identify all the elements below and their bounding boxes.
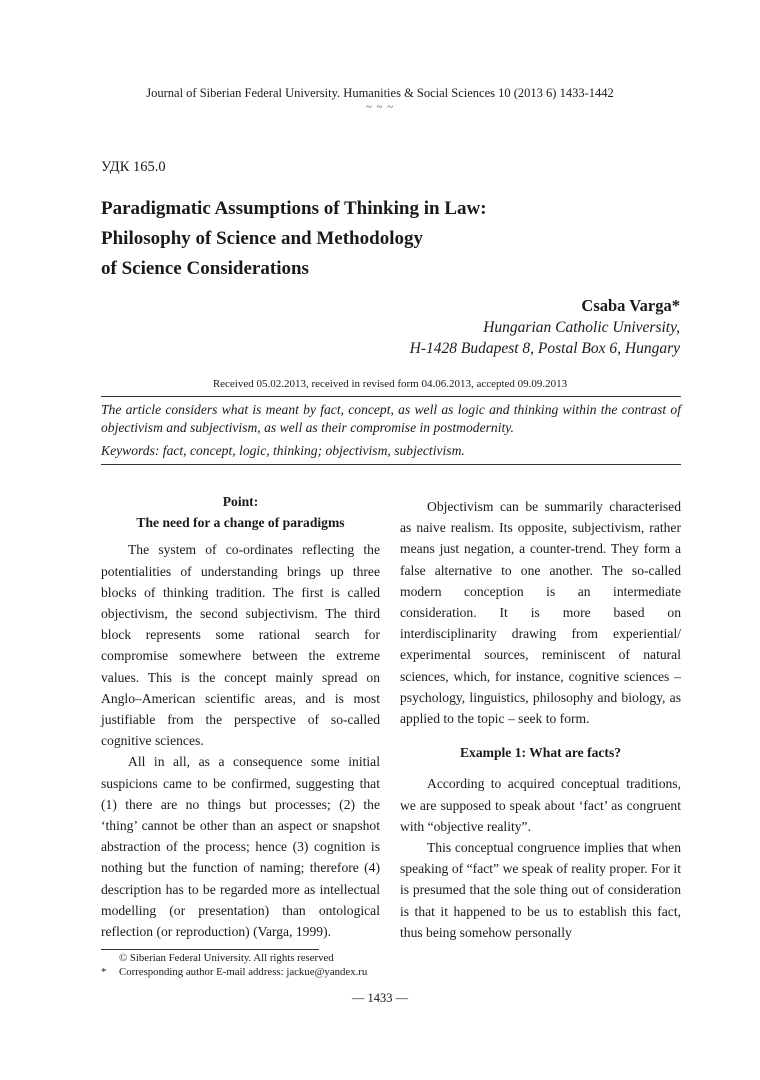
author-name: Csaba Varga* bbox=[581, 296, 680, 315]
header-ornament: ~ ~ ~ bbox=[365, 101, 395, 113]
section-heading-example-1: Example 1: What are facts? bbox=[459, 745, 622, 761]
footnote-copyright: © Siberian Federal University. All rights reserved bbox=[119, 952, 334, 964]
author-affiliation-2: H-1428 Budapest 8, Postal Box 6, Hungary bbox=[409, 340, 680, 357]
article-title bbox=[101, 194, 681, 284]
abstract-bottom-rule bbox=[101, 464, 681, 465]
paragraph: Objectivism can be summarily characterised as naive realism. Its opposite, subjectivism, rather means just negation, a counter-trend. They form a false alternative to one another. The so-called modern conception is an intermediate consideration. It is more based on interdisciplinarity drawing from experiential/ experimental sources, reminiscent of natural sciences, which, for instance, cognitive sciences – psychology, linguistics, philosophy and biology, as applied to the topic – seek to form. bbox=[400, 499, 681, 727]
paragraph: This conceptual congruence implies that when speaking of “fact” we speak of reality proper. For it is presumed that the sole thing out of consideration is that it happened to be us to establish this fact, thus being somehow personally bbox=[400, 840, 681, 940]
left-column bbox=[101, 491, 380, 942]
udk-code: УДК 165.0 bbox=[101, 159, 166, 175]
paragraph: The system of co-ordinates reflecting the potentialities of understanding brings up three blocks of thinking tradition. The first is called objectivism, the second subjectivism. The third block represents some rational search for compromise somewhere between the extreme values. This is the concept mainly spread on Anglo–American scientific areas, and is most justifiable from the perspective of so-called cognitive sciences. bbox=[101, 542, 380, 749]
title-line-2: Philosophy of Science and Methodology bbox=[101, 228, 423, 249]
abstract: The article considers what is meant by fact, concept, as well as logic and thinking within the contrast of objectivism and subjectivism, as well as their compromise in postmodernity. bbox=[101, 402, 681, 435]
section-heading-paradigms: The need for a change of paradigms bbox=[136, 515, 345, 531]
abstract-top-rule bbox=[101, 396, 681, 397]
footnote-rule bbox=[101, 949, 319, 950]
author-block bbox=[410, 295, 680, 360]
paragraph: According to acquired conceptual traditions, we are supposed to speak about ‘fact’ as congruent with “objective reality”. bbox=[400, 776, 681, 834]
section-heading-point: Point: bbox=[222, 494, 259, 509]
keywords: Keywords: fact, concept, logic, thinking; objectivism, subjectivism. bbox=[101, 443, 465, 458]
page-number: — 1433 — bbox=[351, 991, 409, 1005]
received-dates: Received 05.02.2013, received in revised form 04.06.2013, accepted 09.09.2013 bbox=[212, 378, 568, 390]
footnote-corresponding: * Corresponding author E-mail address: jackue@yandex.ru bbox=[101, 966, 368, 978]
journal-header: Journal of Siberian Federal University. Humanities & Social Sciences 10 (2013 6) 1433-1442 bbox=[146, 86, 614, 100]
title-line-1: Paradigmatic Assumptions of Thinking in Law: bbox=[101, 198, 487, 219]
paragraph: All in all, as a consequence some initial suspicions came to be confirmed, suggesting that (1) there are no things but processes; (2) the ‘thing’ cannot be other than an aspect or snapshot abstraction of the process; hence (3) cognition is nothing but the function of naming; therefore (4) description has to be regarded more as intellectual modelling (or presentation) than ontological reflection (or reproduction) (Varga, 1999). bbox=[101, 754, 380, 940]
right-column bbox=[400, 496, 681, 943]
author-affiliation-1: Hungarian Catholic University, bbox=[483, 318, 680, 336]
title-line-3: of Science Considerations bbox=[101, 258, 309, 279]
